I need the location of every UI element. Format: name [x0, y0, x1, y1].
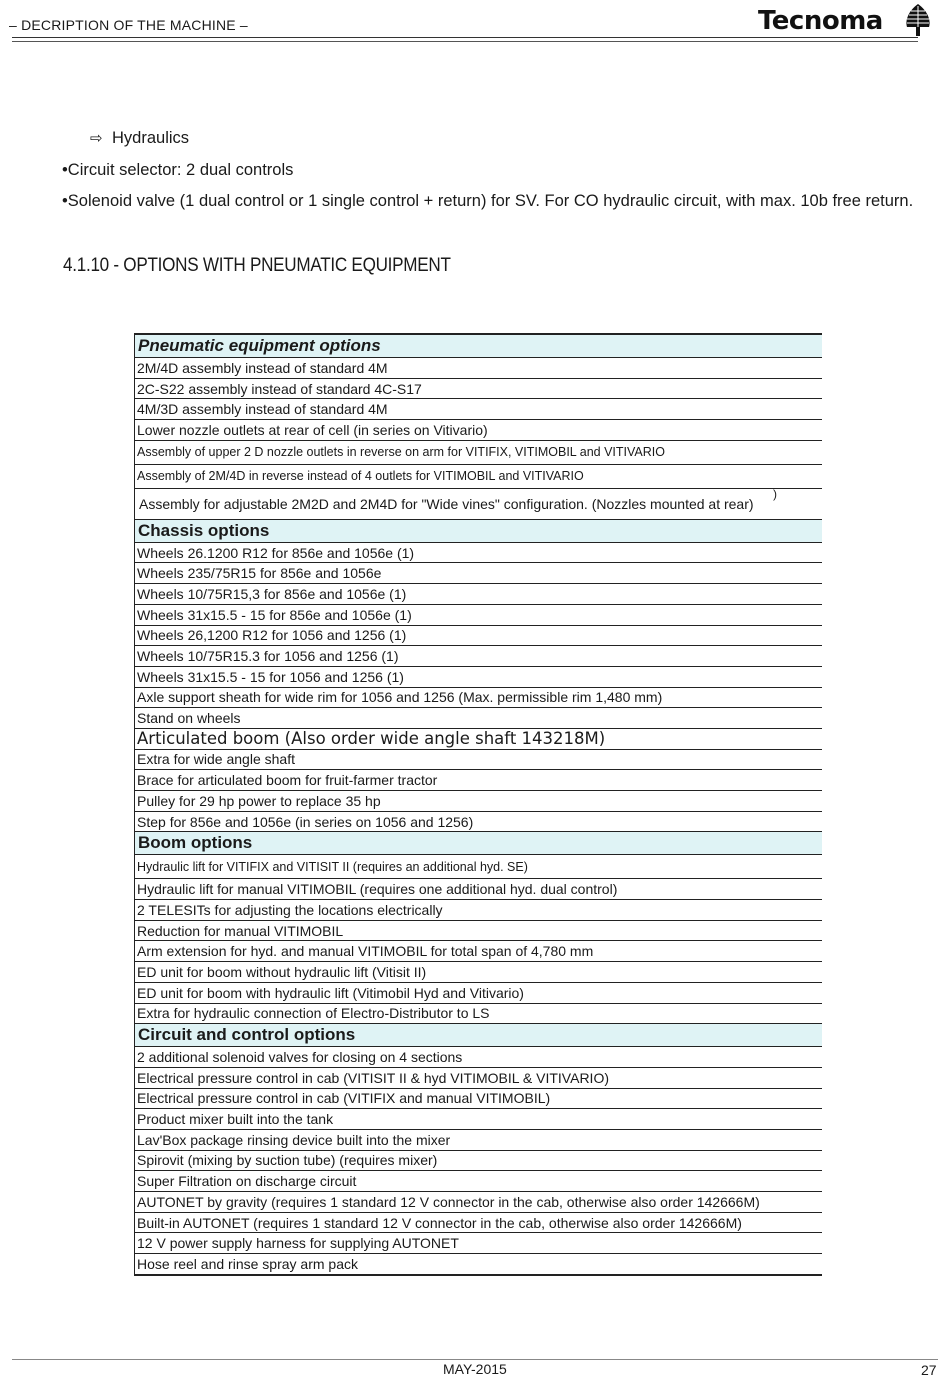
option-item: Step for 856e and 1056e (in series on 1056 and 1256) — [135, 811, 823, 832]
table-row — [135, 920, 823, 941]
option-item: Wheels 10/75R15.3 for 1056 and 1256 (1) — [135, 646, 823, 667]
table-row — [135, 1150, 823, 1171]
option-item: Assembly for adjustable 2M2D and 2M4D for "Wide vines" configuration. (Nozzles mounted at rear) — [135, 488, 823, 519]
table-row — [135, 1109, 823, 1130]
header-rule-thin — [12, 41, 918, 42]
table-row — [135, 420, 823, 441]
section-title: Chassis options — [135, 519, 823, 542]
table-row — [135, 811, 823, 832]
option-item: Hydraulic lift for manual VITIMOBIL (requires one additional hyd. dual control) — [135, 879, 823, 900]
table-row — [135, 1129, 823, 1150]
option-item: 2 additional solenoid valves for closing on 4 sections — [135, 1047, 823, 1068]
leaf-logo-icon — [903, 3, 933, 37]
brand-logo: Tecnoma — [758, 6, 883, 36]
option-item: Hydraulic lift for VITIFIX and VITISIT II (requires an additional hyd. SE) — [135, 855, 823, 879]
section-header-row — [135, 334, 823, 358]
header-rule — [12, 37, 918, 38]
option-item: 4M/3D assembly instead of standard 4M — [135, 399, 823, 420]
table-row — [135, 982, 823, 1003]
option-item: Wheels 10/75R15,3 for 856e and 1056e (1) — [135, 584, 823, 605]
table-row — [135, 900, 823, 921]
table-row — [135, 855, 823, 879]
page-number: 27 — [921, 1362, 937, 1378]
option-item: 2M/4D assembly instead of standard 4M — [135, 358, 823, 379]
option-item: Lav'Box package rinsing device built into the mixer — [135, 1129, 823, 1150]
section-header-row — [135, 832, 823, 855]
table-row — [135, 1003, 823, 1024]
table-row — [135, 1254, 823, 1275]
table-row — [135, 708, 823, 729]
table-row — [135, 1171, 823, 1192]
option-item: Arm extension for hyd. and manual VITIMOBIL for total span of 4,780 mm — [135, 941, 823, 962]
table-row — [135, 791, 823, 812]
table-row — [135, 358, 823, 379]
option-item: 2 TELESITs for adjusting the locations electrically — [135, 900, 823, 921]
table-row — [135, 1067, 823, 1088]
table-row — [135, 542, 823, 563]
table-row — [135, 666, 823, 687]
option-item: Axle support sheath for wide rim for 1056 and 1256 (Max. permissible rim 1,480 mm) — [135, 687, 823, 708]
section-title: Boom options — [135, 832, 823, 855]
option-item: Extra for wide angle shaft — [135, 749, 823, 770]
option-item: Assembly of 2M/4D in reverse instead of 4 outlets for VITIMOBIL and VITIVARIO — [135, 464, 823, 488]
table-row — [135, 687, 823, 708]
table-row — [135, 378, 823, 399]
stray-mark: ) — [773, 487, 777, 501]
option-item: AUTONET by gravity (requires 1 standard 12 V connector in the cab, otherwise also order 142666M) — [135, 1192, 823, 1213]
option-item: ED unit for boom with hydraulic lift (Vitimobil Hyd and Vitivario) — [135, 982, 823, 1003]
right-arrow-icon: ⇨ — [90, 130, 103, 147]
options-table — [134, 333, 822, 1276]
footer-date: MAY-2015 — [443, 1361, 507, 1377]
option-item: ED unit for boom without hydraulic lift (Vitisit II) — [135, 962, 823, 983]
footer-rule — [12, 1359, 938, 1360]
table-row — [135, 941, 823, 962]
table-row — [135, 1192, 823, 1213]
option-item: 12 V power supply harness for supplying AUTONET — [135, 1233, 823, 1254]
option-item: Reduction for manual VITIMOBIL — [135, 920, 823, 941]
option-item: Pulley for 29 hp power to replace 35 hp — [135, 791, 823, 812]
subsection-hydraulics — [90, 129, 189, 148]
table-row — [135, 563, 823, 584]
section-title: Circuit and control options — [135, 1024, 823, 1047]
table-row — [135, 1047, 823, 1068]
table-row — [135, 625, 823, 646]
table-row — [135, 584, 823, 605]
header-section-title: – DECRIPTION OF THE MACHINE – — [9, 17, 248, 33]
option-item: Wheels 235/75R15 for 856e and 1056e — [135, 563, 823, 584]
section-heading: 4.1.10 - OPTIONS WITH PNEUMATIC EQUIPMENT — [63, 255, 451, 276]
bullet-solenoid-text: •Solenoid valve (1 dual control or 1 single control + return) for SV. For CO hydraulic circuit, with max. 10b free return. — [62, 192, 914, 210]
option-item: Assembly of upper 2 D nozzle outlets in reverse on arm for VITIFIX, VITIMOBIL and VITIVARIO — [135, 440, 823, 464]
section-header-row — [135, 519, 823, 542]
option-item: Product mixer built into the tank — [135, 1109, 823, 1130]
option-item: Wheels 26,1200 R12 for 1056 and 1256 (1) — [135, 625, 823, 646]
table-row — [135, 604, 823, 625]
option-item: Lower nozzle outlets at rear of cell (in series on Vitivario) — [135, 420, 823, 441]
option-item: 2C-S22 assembly instead of standard 4C-S17 — [135, 378, 823, 399]
table-row — [135, 770, 823, 791]
table-row — [135, 1088, 823, 1109]
option-item: Hose reel and rinse spray arm pack — [135, 1254, 823, 1275]
option-item: Spirovit (mixing by suction tube) (requires mixer) — [135, 1150, 823, 1171]
bullet-solenoid-valve — [37, 188, 937, 215]
option-item: Stand on wheels — [135, 708, 823, 729]
table-row — [135, 1233, 823, 1254]
table-row — [135, 440, 823, 464]
table-row — [135, 728, 823, 749]
option-item: Wheels 31x15.5 - 15 for 856e and 1056e (1) — [135, 604, 823, 625]
table-row — [135, 646, 823, 667]
option-item: Super Filtration on discharge circuit — [135, 1171, 823, 1192]
section-header-row — [135, 1024, 823, 1047]
bullet-circuit-selector: •Circuit selector: 2 dual controls — [62, 161, 294, 179]
section-title: Pneumatic equipment options — [135, 334, 823, 358]
table-row — [135, 488, 823, 519]
table-row — [135, 879, 823, 900]
option-item: Built-in AUTONET (requires 1 standard 12 V connector in the cab, otherwise also order 142666M) — [135, 1212, 823, 1233]
subsection-label: Hydraulics — [112, 129, 190, 147]
option-item: Brace for articulated boom for fruit-farmer tractor — [135, 770, 823, 791]
table-row — [135, 464, 823, 488]
option-item: Electrical pressure control in cab (VITIFIX and manual VITIMOBIL) — [135, 1088, 823, 1109]
table-row — [135, 399, 823, 420]
option-item: Wheels 26.1200 R12 for 856e and 1056e (1) — [135, 542, 823, 563]
option-item: Articulated boom (Also order wide angle shaft 143218M) — [135, 728, 823, 749]
option-item: Wheels 31x15.5 - 15 for 1056 and 1256 (1) — [135, 666, 823, 687]
option-item: Electrical pressure control in cab (VITISIT II & hyd VITIMOBIL & VITIVARIO) — [135, 1067, 823, 1088]
table-row — [135, 1212, 823, 1233]
table-row — [135, 749, 823, 770]
option-item: Extra for hydraulic connection of Electro-Distributor to LS — [135, 1003, 823, 1024]
table-row — [135, 962, 823, 983]
